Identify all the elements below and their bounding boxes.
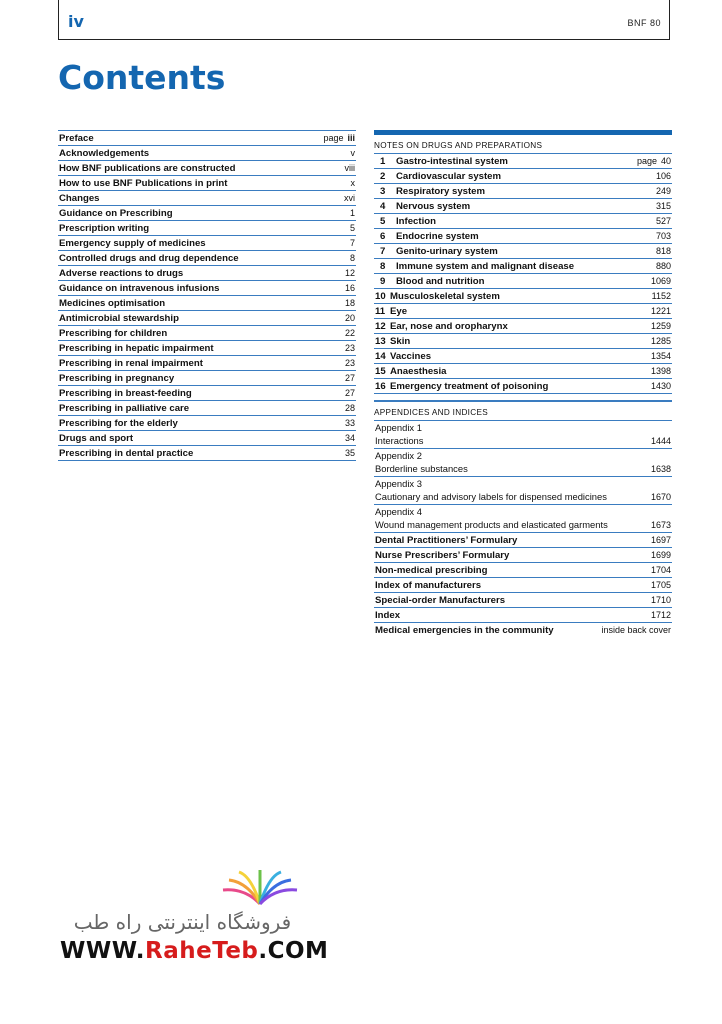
toc-page: page iii [323,133,355,143]
index-page: 1705 [650,580,671,590]
page-value: 1069 [650,276,671,286]
toc-page: 27 [344,388,355,398]
toc-page: 7 [349,238,355,248]
chapter-page [651,349,671,363]
toc-label: How to use BNF Publications in print [59,178,228,189]
toc-label: Prescribing in breast-feeding [59,388,192,399]
index-page: 1710 [650,595,671,605]
appendix-number: Appendix 4 [375,506,422,517]
chapter-title: Eye [390,306,408,317]
chapter-label [375,230,479,244]
toc-page: x [350,178,355,188]
toc-label: Prescription writing [59,223,150,234]
index-label: Special-order Manufacturers [375,595,506,606]
chapter-page [637,154,671,168]
chapter-row[interactable] [374,364,672,379]
chapter-page [651,319,671,333]
page-value: 1354 [650,351,671,361]
chapter-number: 1 [380,156,386,167]
appendix-page: 1638 [650,464,671,474]
index-list [374,533,672,637]
toc-row[interactable] [58,326,356,341]
toc-page: 34 [344,433,355,443]
chapter-row[interactable] [374,229,672,244]
toc-label: Medicines optimisation [59,298,166,309]
chapter-label [375,200,470,214]
chapter-page [656,214,671,228]
chapter-label [375,290,500,304]
toc-row[interactable] [58,251,356,266]
toc-row[interactable] [58,296,356,311]
chapter-label [375,305,407,319]
chapter-page [656,244,671,258]
chapter-row[interactable] [374,334,672,349]
chapter-number: 9 [380,276,386,287]
chapter-title: Endocrine system [396,231,479,242]
index-row[interactable] [374,578,672,593]
chapter-row[interactable] [374,199,672,214]
toc-page: v [350,148,355,158]
index-page: 1704 [650,565,671,575]
notes-heading: NOTES ON DRUGS AND PREPARATIONS [374,135,672,154]
index-row[interactable] [374,533,672,548]
appendix-main [375,518,671,532]
chapter-row[interactable] [374,259,672,274]
toc-page: 20 [344,313,355,323]
chapter-title: Vaccines [390,351,432,362]
appendix-item[interactable] [374,477,672,505]
chapter-title: Anaesthesia [390,366,447,377]
index-label: Non-medical prescribing [375,565,488,576]
chapter-number: 5 [380,216,386,227]
index-page: 1712 [650,610,671,620]
section-divider [374,394,672,402]
toc-row[interactable] [58,266,356,281]
index-page: inside back cover [601,625,671,635]
chapter-list [374,154,672,394]
toc-page: 1 [349,208,355,218]
index-page: 1699 [650,550,671,560]
chapter-label [375,320,508,334]
right-column [374,130,672,637]
toc-row[interactable] [58,191,356,206]
appendices-heading: APPENDICES AND INDICES [374,402,672,421]
toc-label: Prescribing in palliative care [59,403,190,414]
page-value: 1152 [651,291,671,301]
chapter-row[interactable] [374,349,672,364]
page-prefix: page [636,156,657,166]
watermark-persian-text: فروشگاه اینترنتی راه طب [73,910,292,934]
watermark-url: WWW.RaheTeb.COM [60,938,329,964]
appendix-main [375,490,671,504]
front-matter-list [58,130,356,461]
toc-page: 27 [344,373,355,383]
toc-row[interactable] [58,161,356,176]
toc-row[interactable] [58,146,356,161]
page-value: 1259 [650,321,671,331]
index-label: Index of manufacturers [375,580,482,591]
chapter-page [656,259,671,273]
chapter-title: Nervous system [396,201,471,212]
chapter-page [651,274,671,288]
appendix-number: Appendix 2 [375,450,422,461]
toc-label: Emergency supply of medicines [59,238,206,249]
chapter-row[interactable] [374,214,672,229]
index-row[interactable] [374,593,672,608]
page-value: 106 [655,171,671,181]
chapter-number: 15 [375,366,386,377]
chapter-label [375,185,485,199]
toc-label: How BNF publications are constructed [59,163,236,174]
page-value: 1221 [650,306,671,316]
chapter-label [375,350,431,364]
appendix-page: 1673 [650,520,671,530]
index-label: Dental Practitioners’ Formulary [375,535,518,546]
index-row[interactable] [374,563,672,578]
page-value: 1285 [650,336,671,346]
toc-label: Prescribing in pregnancy [59,373,175,384]
toc-row[interactable] [58,371,356,386]
chapter-page [656,199,671,213]
appendix-title: Cautionary and advisory labels for dispensed medicines [375,491,607,502]
toc-label: Guidance on intravenous infusions [59,283,220,294]
toc-row[interactable] [58,311,356,326]
appendix-number: Appendix 1 [375,422,422,433]
appendix-item[interactable] [374,421,672,449]
page-value: 527 [655,216,671,226]
index-row[interactable] [374,623,672,637]
toc-page: 28 [344,403,355,413]
chapter-label [375,170,501,184]
chapter-page [651,334,671,348]
chapter-label [375,260,574,274]
toc-row[interactable] [58,386,356,401]
toc-page: 22 [344,328,355,338]
toc-row[interactable] [58,221,356,236]
toc-page: 23 [344,343,355,353]
chapter-number: 14 [375,351,386,362]
appendix-title: Interactions [375,435,424,446]
appendix-item[interactable] [374,505,672,533]
toc-row[interactable] [58,176,356,191]
chapter-title: Respiratory system [396,186,486,197]
toc-row[interactable] [58,431,356,446]
chapter-row[interactable] [374,304,672,319]
chapter-label [375,245,498,259]
toc-label: Preface [59,133,94,144]
page-title: Contents [58,58,226,97]
toc-row[interactable] [58,446,356,461]
page-value: 703 [655,231,671,241]
toc-row[interactable] [58,206,356,221]
index-label: Nurse Prescribers’ Formulary [375,550,510,561]
chapter-number: 3 [380,186,386,197]
toc-label: Drugs and sport [59,433,134,444]
appendix-page: 1444 [650,436,671,446]
chapter-number: 16 [375,381,386,392]
chapter-number: 6 [380,231,386,242]
toc-label: Prescribing in hepatic impairment [59,343,214,354]
toc-row[interactable] [58,401,356,416]
chapter-number: 10 [375,291,386,302]
chapter-number: 7 [380,246,386,257]
toc-label: Adverse reactions to drugs [59,268,184,279]
watermark [60,868,329,968]
toc-label: Prescribing in renal impairment [59,358,203,369]
page-value: 249 [655,186,671,196]
chapter-page [651,379,671,393]
chapter-row[interactable] [374,169,672,184]
chapter-title: Immune system and malignant disease [396,261,575,272]
toc-label: Prescribing in dental practice [59,448,194,459]
chapter-number: 4 [380,201,386,212]
chapter-title: Genito-urinary system [396,246,498,257]
chapter-number: 13 [375,336,386,347]
chapter-row[interactable] [374,244,672,259]
chapter-number: 2 [380,171,386,182]
appendix-list [374,421,672,533]
appendix-item[interactable] [374,449,672,477]
toc-page: 23 [344,358,355,368]
chapter-number: 12 [375,321,386,332]
toc-page: 5 [349,223,355,233]
chapter-page [656,229,671,243]
toc-label: Controlled drugs and drug dependence [59,253,239,264]
toc-label: Guidance on Prescribing [59,208,173,219]
page-value: 1430 [650,381,671,391]
chapter-title: Ear, nose and oropharynx [390,321,508,332]
toc-row[interactable] [58,356,356,371]
toc-page: xvi [344,193,355,203]
toc-page: 35 [344,448,355,458]
page-value: 880 [655,261,671,271]
appendix-main [375,434,671,448]
chapter-row[interactable] [374,379,672,394]
header-frame [58,0,670,40]
page-value: 1398 [650,366,671,376]
appendix-main [375,462,671,476]
toc-row[interactable] [58,236,356,251]
appendix-title: Wound management products and elasticated garments [375,519,608,530]
index-label: Index [375,610,401,621]
chapter-number: 8 [380,261,386,272]
toc-row[interactable] [58,341,356,356]
book-edition: BNF 80 [627,18,661,28]
toc-label: Prescribing for children [59,328,168,339]
toc-label: Acknowledgements [59,148,150,159]
page-value: 315 [655,201,671,211]
index-label: Medical emergencies in the community [375,625,554,636]
toc-page: 18 [344,298,355,308]
chapter-row[interactable] [374,184,672,199]
book-logo-icon [215,868,305,908]
chapter-label [375,215,436,229]
chapter-label [375,275,484,289]
chapter-title: Skin [390,336,411,347]
toc-row[interactable] [58,416,356,431]
page-value: 818 [655,246,671,256]
chapter-title: Infection [396,216,436,227]
chapter-title: Gastro-intestinal system [396,156,508,167]
chapter-title: Blood and nutrition [396,276,485,287]
appendix-number: Appendix 3 [375,478,422,489]
toc-page: 16 [344,283,355,293]
toc-page: 33 [344,418,355,428]
chapter-title: Musculoskeletal system [390,291,500,302]
toc-page: viii [344,163,355,173]
index-row[interactable] [374,548,672,563]
appendix-title: Borderline substances [375,463,468,474]
toc-row[interactable] [58,131,356,146]
chapter-title: Emergency treatment of poisoning [390,381,549,392]
toc-page: 8 [349,253,355,263]
toc-row[interactable] [58,281,356,296]
toc-label: Prescribing for the elderly [59,418,178,429]
toc-label: Antimicrobial stewardship [59,313,179,324]
chapter-page [651,364,671,378]
chapter-page [656,184,671,198]
chapter-row[interactable] [374,274,672,289]
appendix-page: 1670 [650,492,671,502]
page-number: iv [68,12,84,31]
chapter-label [375,335,410,349]
chapter-number: 11 [375,306,386,317]
chapter-label [375,380,548,394]
page-value: 40 [660,156,671,166]
chapter-row[interactable] [374,319,672,334]
chapter-row[interactable] [374,154,672,169]
chapter-label [375,365,447,379]
chapter-page [652,289,671,303]
chapter-page [656,169,671,183]
chapter-page [651,304,671,318]
index-row[interactable] [374,608,672,623]
toc-page: 12 [344,268,355,278]
toc-label: Changes [59,193,100,204]
chapter-row[interactable] [374,289,672,304]
chapter-label [375,155,508,169]
chapter-title: Cardiovascular system [396,171,502,182]
index-page: 1697 [650,535,671,545]
